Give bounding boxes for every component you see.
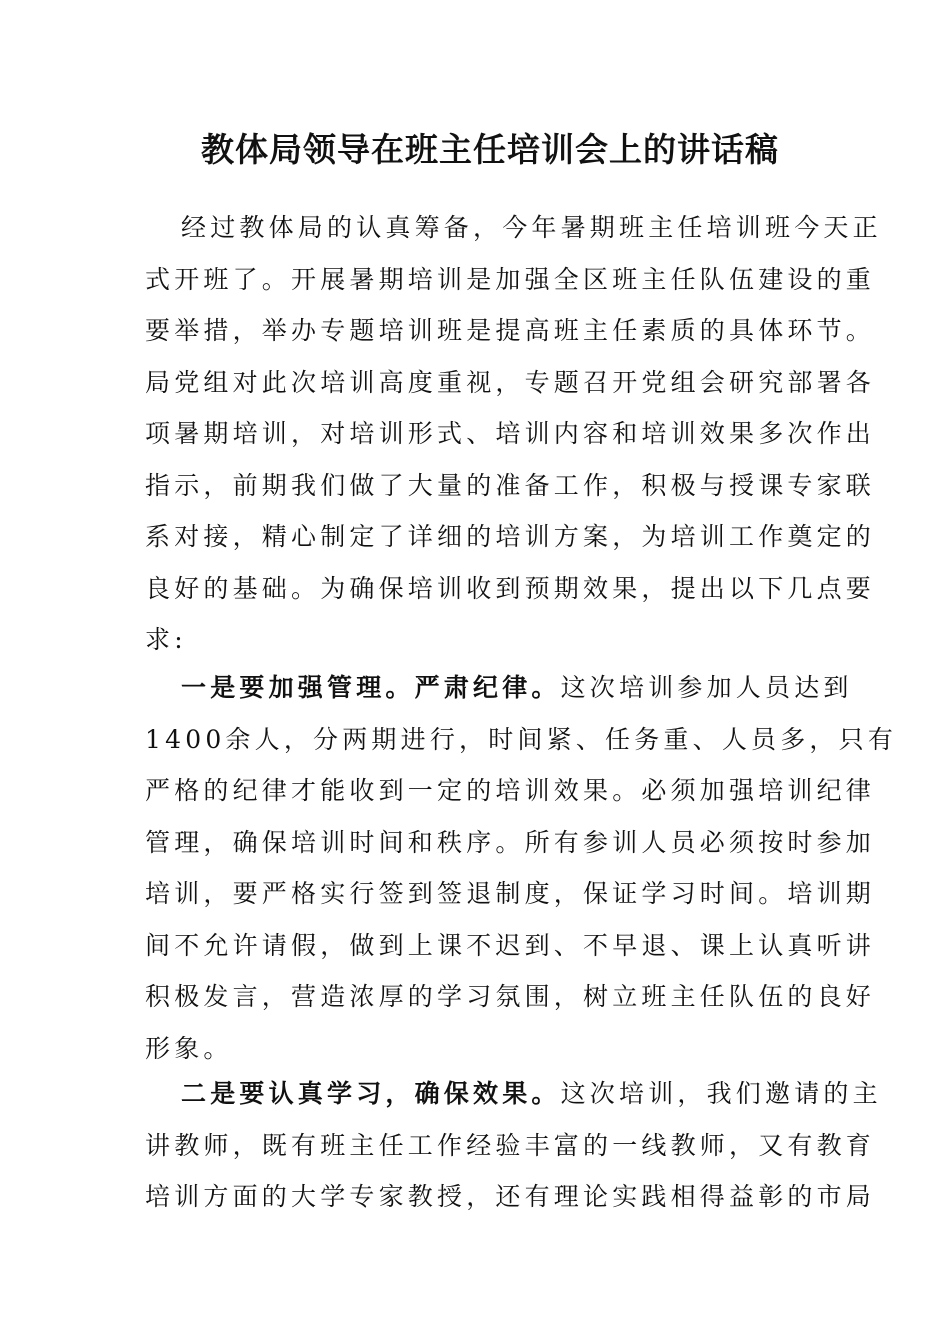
paragraph-line: 指示，前期我们做了大量的准备工作，积极与授课专家联 [145, 470, 876, 500]
paragraph-line: 讲教师，既有班主任工作经验丰富的一线教师，又有教育 [145, 1130, 876, 1160]
paragraph-first-line [145, 662, 853, 714]
paragraph-point-one [145, 662, 898, 1074]
paragraph-line: 积极发言，营造浓厚的学习氛围，树立班主任队伍的良好 [145, 982, 876, 1011]
paragraph-line: 经过教体局的认真筹备，今年暑期班主任培训班今天正 [181, 213, 882, 242]
paragraph-line: 局党组对此次培训高度重视，专题召开党组会研究部署各 [145, 367, 876, 397]
paragraph-line: 严格的纪律才能收到一定的培训效果。必须加强培训纪律 [145, 776, 876, 805]
paragraph-line: 培训方面的大学专家教授，还有理论实践相得益彰的市局 [145, 1182, 876, 1211]
paragraph-first-line [145, 1068, 882, 1120]
paragraph-line: 项暑期培训，对培训形式、培训内容和培训效果多次作出 [145, 419, 876, 448]
point-text: 这次培训，我们邀请的主 [560, 1079, 882, 1108]
point-heading: 一是要加强管理。严肃纪律。 [181, 673, 561, 702]
paragraph-line: 间不允许请假，做到上课不迟到、不早退、课上认真听讲 [145, 930, 876, 960]
paragraph-line: 系对接，精心制定了详细的培训方案，为培训工作奠定的 [145, 522, 876, 551]
paragraph-line: 培训，要严格实行签到签退制度，保证学习时间。培训期 [145, 879, 876, 908]
paragraph-line: 求: [145, 625, 187, 654]
point-heading: 二是要认真学习，确保效果。 [181, 1079, 561, 1108]
point-text: 这次培训参加人员达到 [560, 673, 853, 702]
paragraph-line: 1400余人，分两期进行，时间紧、任务重、人员多，只有 [145, 724, 898, 754]
paragraph-line: 式开班了。开展暑期培训是加强全区班主任队伍建设的重 [145, 264, 876, 294]
paragraph-point-two [145, 1068, 882, 1223]
document-title: 教体局领导在班主任培训会上的讲话稿 [201, 130, 779, 169]
paragraph-line: 良好的基础。为确保培训收到预期效果，提出以下几点要 [145, 573, 876, 603]
paragraph-intro [145, 202, 882, 666]
paragraph-line: 要举措，举办专题培训班是提高班主任素质的具体环节。 [145, 316, 876, 345]
paragraph-line: 形象。 [145, 1033, 233, 1063]
paragraph-line: 管理，确保培训时间和秩序。所有参训人员必须按时参加 [145, 827, 876, 857]
